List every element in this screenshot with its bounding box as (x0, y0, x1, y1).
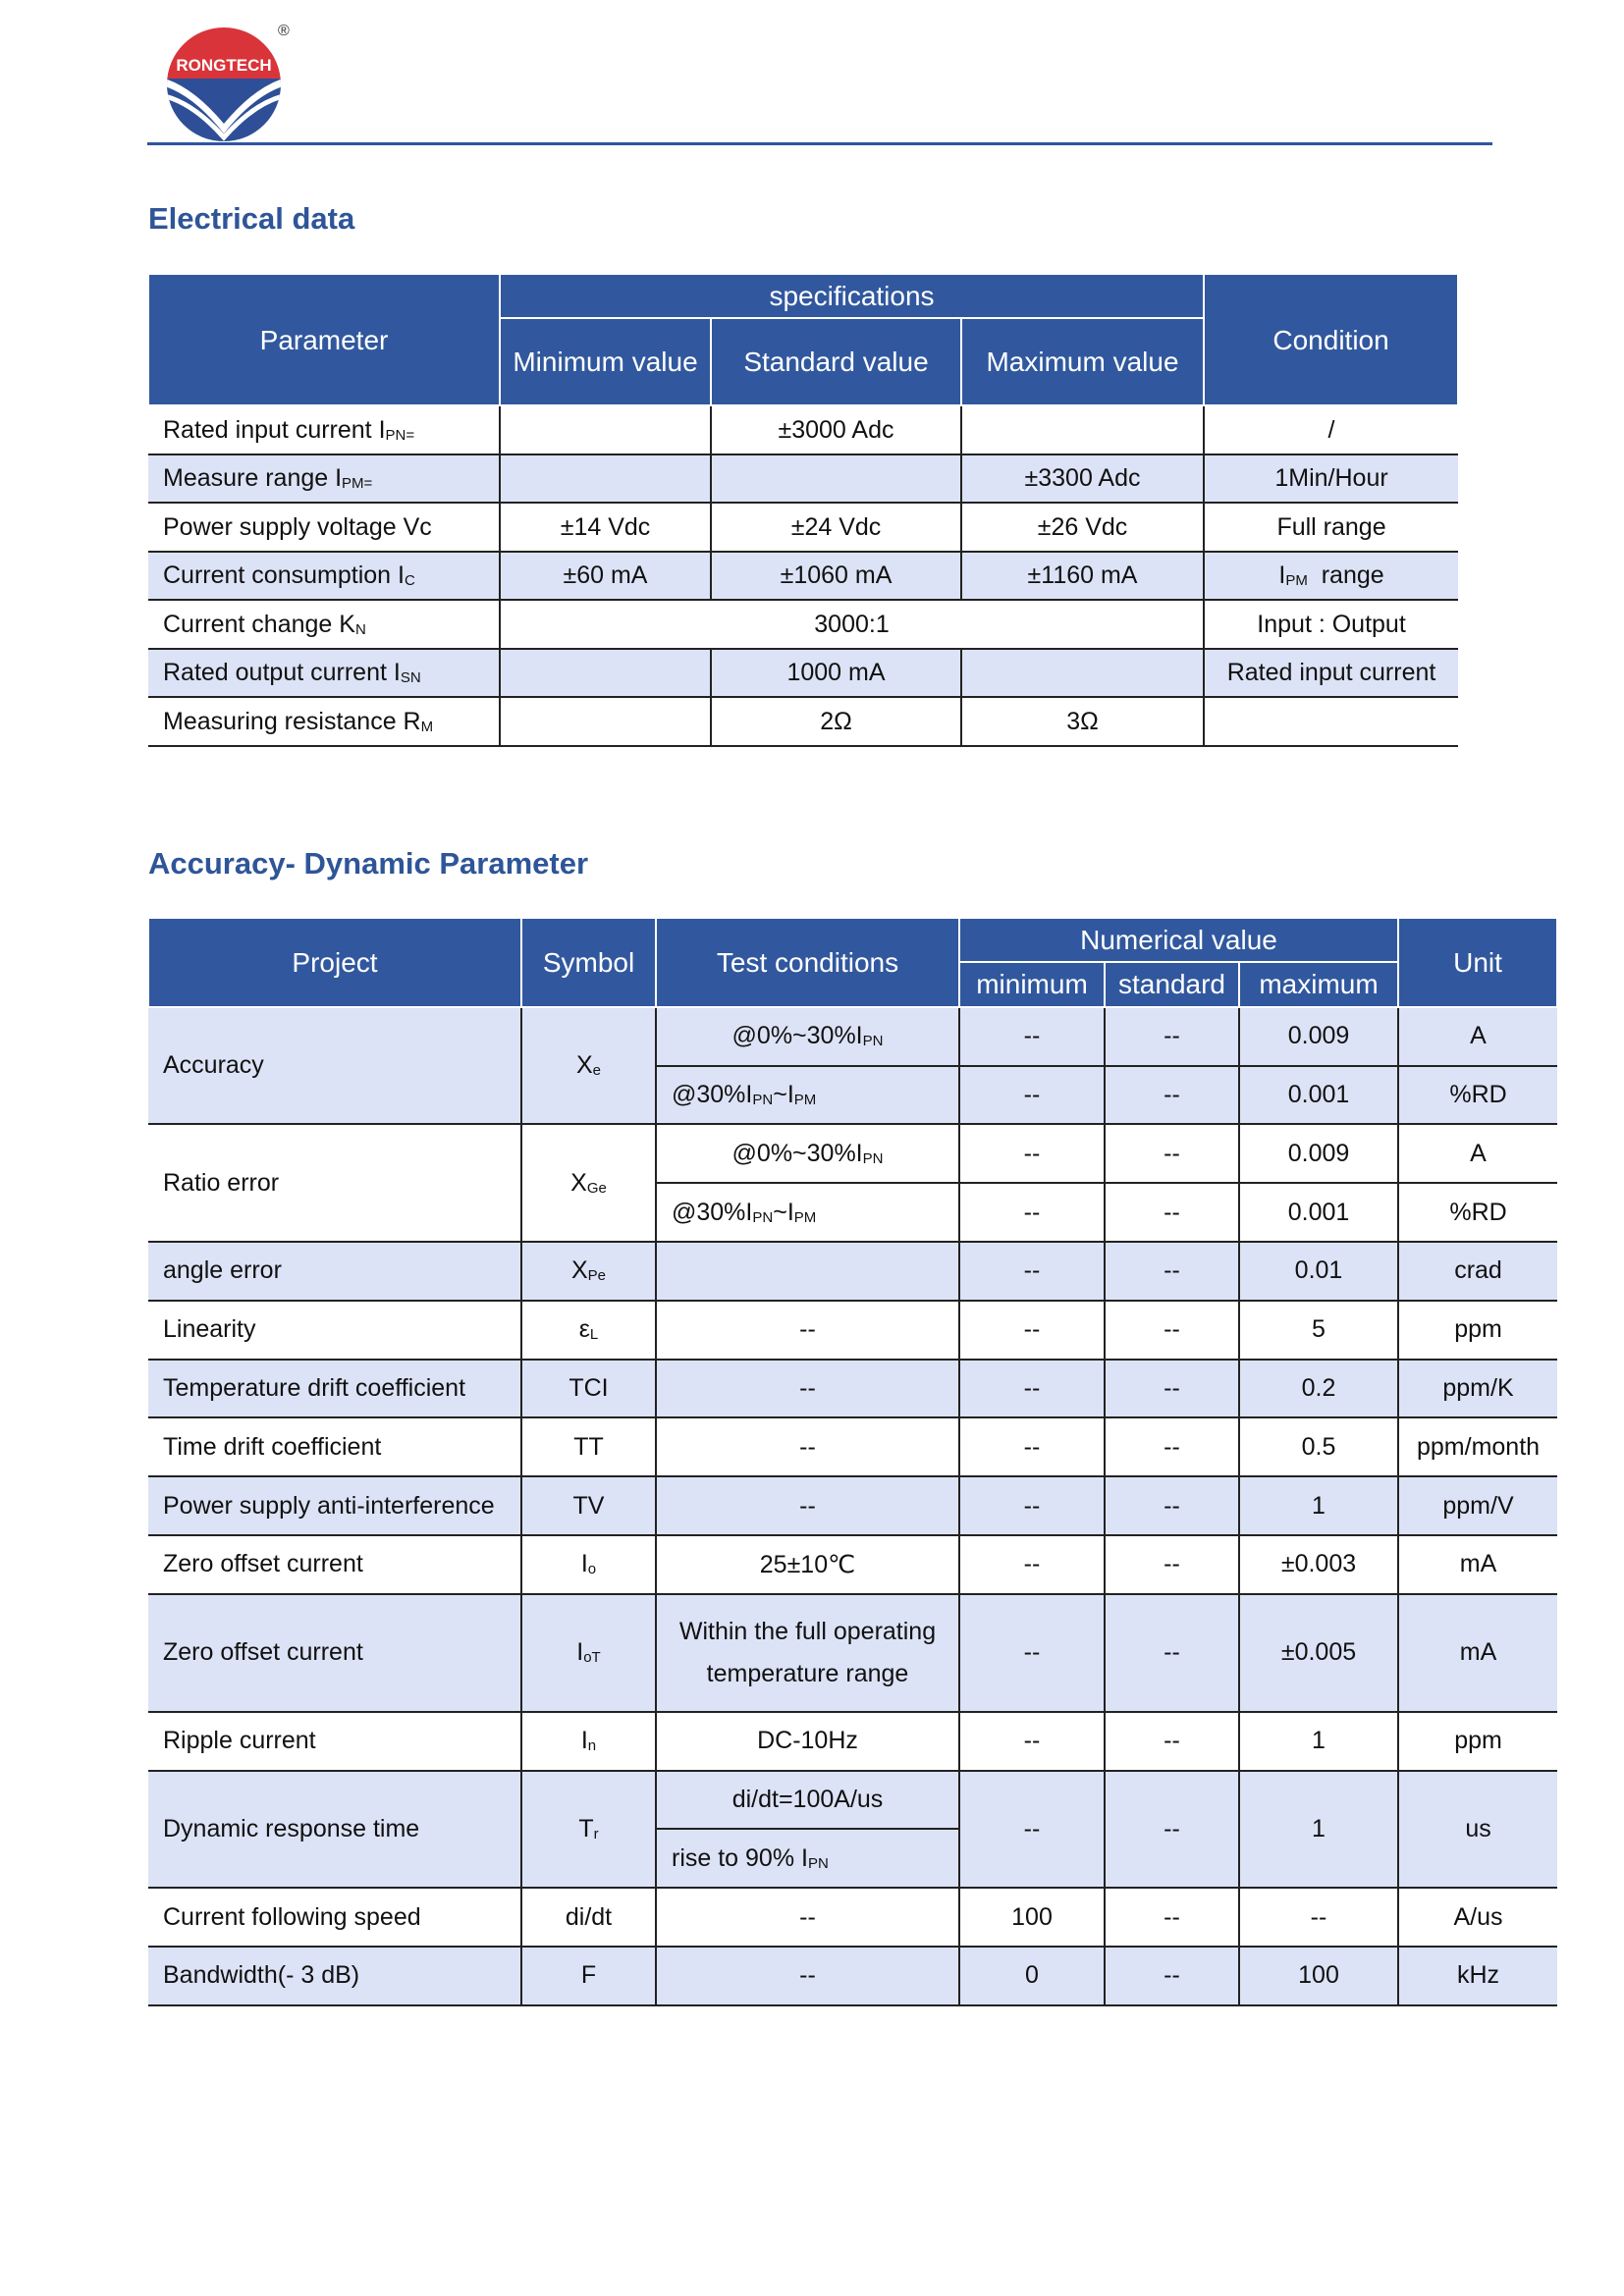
header-standard: standard (1105, 962, 1239, 1006)
header-standard: Standard value (711, 318, 961, 405)
table-row: angle error $X_{Pe}$ -- -- 0.01 crad (148, 1242, 1557, 1301)
param-name: Power supply voltage Vc (148, 503, 500, 552)
param-name: Current change $K_N$ (148, 600, 500, 649)
header-maximum: Maximum value (961, 318, 1204, 405)
electrical-title: Electrical data (148, 201, 355, 236)
table-row: Current change $K_N$ 3000:1 Input : Output (148, 600, 1458, 649)
table-row: $@30\%I_{PN}\sim I_{PM}$ -- -- 0.001 %RD (148, 1066, 1557, 1125)
header-maximum: maximum (1239, 962, 1398, 1006)
param-name: Rated output current $I_{SN}$ (148, 649, 500, 698)
table-row: Current consumption $I_C$ ±60 mA ±1060 mA ±1160 mA $I_{PM}$ range (148, 552, 1458, 601)
table-row: Power supply voltage Vc ±14 Vdc ±24 Vdc ±26 Vdc Full range (148, 503, 1458, 552)
table-row: $@30\%I_{PN}\sim I_{PM}$ -- -- 0.001 %RD (148, 1183, 1557, 1242)
header-specifications: specifications (500, 274, 1204, 318)
table-row: Accuracy $X_e$ $@0\%\sim 30\%I_{PN}$ -- -- 0.009 A (148, 1007, 1557, 1066)
svg-text:RONGTECH: RONGTECH (176, 56, 272, 75)
table-row: rise to 90% $I_{PN}$ (148, 1829, 1557, 1888)
header-minimum: Minimum value (500, 318, 711, 405)
table-row: Temperature drift coefficient TCI -- -- -- 0.2 ppm/K (148, 1360, 1557, 1418)
table-row: Rated output current $I_{SN}$ 1000 mA Rated input current (148, 649, 1458, 698)
accuracy-table (147, 917, 1558, 2006)
rongtech-logo (160, 18, 298, 145)
svg-text:®: ® (278, 23, 290, 39)
table-row: Measure range $I_{PM=}$ ±3300 Adc 1Min/Hour (148, 454, 1458, 504)
table-row: Ripple current $I_n$ DC-10Hz -- -- 1 ppm (148, 1712, 1557, 1771)
table-row: Current following speed di/dt -- 100 -- -- A/us (148, 1888, 1557, 1947)
header-parameter: Parameter (148, 274, 500, 405)
table-row: Zero offset current $I_o$ 25±10℃ -- -- ±0.003 mA (148, 1535, 1557, 1594)
header-minimum: minimum (959, 962, 1105, 1006)
header-test-conditions: Test conditions (656, 918, 959, 1007)
table-row: Time drift coefficient TT -- -- -- 0.5 ppm/month (148, 1417, 1557, 1476)
table-row: Bandwidth(- 3 dB) F -- 0 -- 100 kHz (148, 1947, 1557, 2005)
electrical-table (147, 273, 1459, 747)
table-row: Linearity $\varepsilon_L$ -- -- -- 5 ppm (148, 1301, 1557, 1360)
table-row: Measuring resistance $R_M$ 2Ω 3Ω (148, 697, 1458, 746)
table-row: Zero offset current $I_{oT}$ Within the full operating temperature range -- -- ±0.005 mA (148, 1594, 1557, 1712)
header-symbol: Symbol (521, 918, 656, 1007)
param-name: Current consumption $I_C$ (148, 552, 500, 601)
header-rule (147, 142, 1492, 145)
header-numerical-value: Numerical value (959, 918, 1398, 962)
table-row: Ratio error $X_{Ge}$ $@0\%\sim 30\%I_{PN}$ -- -- 0.009 A (148, 1124, 1557, 1183)
table-row: Rated input current $I_{PN=}$ ±3000 Adc / (148, 405, 1458, 454)
header-condition: Condition (1204, 274, 1458, 405)
param-name: Measuring resistance $R_M$ (148, 697, 500, 746)
table-row: Dynamic response time $T_r$ di/dt=100A/us -- -- 1 us (148, 1771, 1557, 1830)
header-unit: Unit (1398, 918, 1557, 1007)
param-name: Measure range $I_{PM=}$ (148, 454, 500, 504)
header-project: Project (148, 918, 521, 1007)
accuracy-title: Accuracy- Dynamic Parameter (148, 846, 589, 881)
table-row: Power supply anti-interference TV -- -- -- 1 ppm/V (148, 1476, 1557, 1535)
param-name: Rated input current $I_{PN=}$ (148, 405, 500, 454)
